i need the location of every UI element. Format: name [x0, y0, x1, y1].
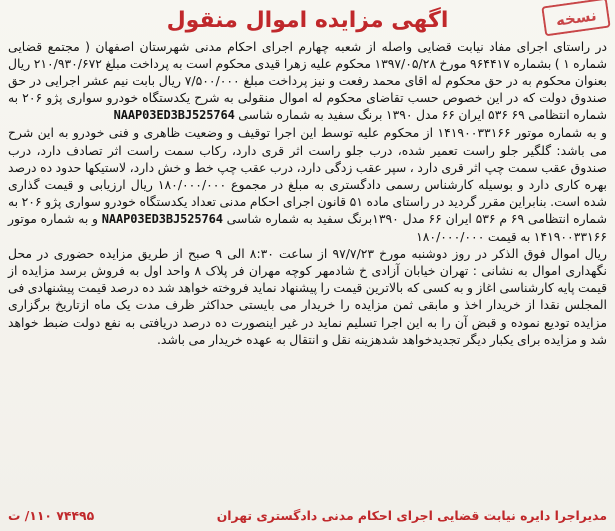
chassis-number-2: NAAP03ED3BJ525764	[101, 211, 223, 226]
notice-title: اگهی مزایده اموال منقول	[166, 8, 449, 33]
paragraph-2	[8, 124, 607, 245]
notice-footer	[8, 507, 607, 525]
issuer-signature: مدیراجرا دایره نیابت قضایی اجرای احکام مدنی دادگستری تهران	[216, 508, 607, 523]
paragraph-4-text: ریال اموال فوق الذکر در روز دوشنبه مورخ ۹۷/۷/۲۳ از ساعت ۸:۳۰ الی ۹ صبح از طریق مزایده حضوری در محل نگهداری اموال به نشانی : تهران خیابان آزادی خ شادمهر کوچه مهران فر پلاک ۸ واحد اول به فروش برسد مزایده از قیمت پایه کارشناسی اغاز و به کسی که بالاترین قیمت را پیشنهاد نماید فروخته خواهد شد ده درصد قیمت پیشنهادی فی المجلس نقدا از خریدار اخذ و مابقی ثمن مزایده را خریدار می بایستی حداکثر ظرف مدت یک ماه ازتاریخ برگزاری مزایده تودیع نموده و قبض آن را به این اجرا تسلیم نماید در غیر اینصورت ده درصد دریافتی به نفع دولت ضبط خواهد شد و مزایده برای یکبار دیگر تجدیدخواهد شدهزینه نقل و انتقال به عهده خریدار می باشد.	[8, 246, 607, 347]
paragraph-1	[8, 38, 607, 124]
paragraph-2-text: و به شماره موتور ۱۴۱۹۰۰۳۳۱۶۶ از محکوم علیه توسط این اجرا توقیف و وضعیت ظاهری و فنی خودرو به این شرح می باشد: گلگیر جلو راست تعمیر شده، درب جلو راست اثر قری دارد، رکاب سمت راست اثر تصادف دارد، درب صندوق عقب سمت چپ اثر قری دارد ، سپر عقب زدگی دارد، درب عقب چپ خط و خش دارد، لاستیکها حدود ده درصد بهره کاری دارد و بوسیله کارشناس رسمی دادگستری به مبلغ در مجموع ۱۸۰/۰۰۰/۰۰۰ ریال ارزیابی و قیمت گذاری شده است. بنابراین مقرر گردید در راستای ماده ۵۱ قانون اجرای احکام مدنی تعداد یکدستگاه خودرو سواری پژو ۲۰۶ به شماره انتظامی ۶۹ م ۵۳۶ ایران ۶۶ مدل ۱۳۹۰برنگ سفید به شماره شاسی	[8, 125, 608, 226]
notice-body	[8, 38, 607, 348]
paragraph-1-text: در راستای اجرای مفاد نیابت قضایی واصله از شعبه چهارم اجرای احکام مدنی شهرستان اصفهان ( مجتمع قضایی شماره ۱ ) بشماره ۹۶۴۴۱۷ مورخ ۱۳۹۷/۰۵/۲۸ محکوم علیه زهرا قیدی محکوم است به پرداخت مبلغ ۲۱۰/۹۳۰/۶۷۲ ریال بعنوان محکوم به در حق محکوم له اقای محمد رفعت و نیز پرداخت مبلغ ۷/۵۰۰/۰۰۰ ریال بابت نیم عشر اجرایی در حق صندوق دولت که در این خصوص حسب تقاضای محکوم له اموال منقولی به شرح یکدستگاه خودرو سواری پژو ۲۰۶ به شماره انتظامی ۶۹ ۵۳۶ ایران ۶۶ مدل ۱۳۹۰ برنگ سفید به شماره شاسی	[8, 39, 607, 123]
stamp-text: نسخه	[554, 6, 598, 30]
paragraph-3-text: و به شماره موتور ۱۴۱۹۰۰۳۳۱۶۶ به قیمت ۱۸۰/۰۰۰/۰۰۰	[8, 210, 607, 245]
paragraph-4	[8, 245, 607, 348]
notice-code: ۷۴۴۹۵ ۱۱۰/ ت	[8, 508, 95, 523]
chassis-number-1: NAAP03ED3BJ525764	[113, 108, 235, 123]
